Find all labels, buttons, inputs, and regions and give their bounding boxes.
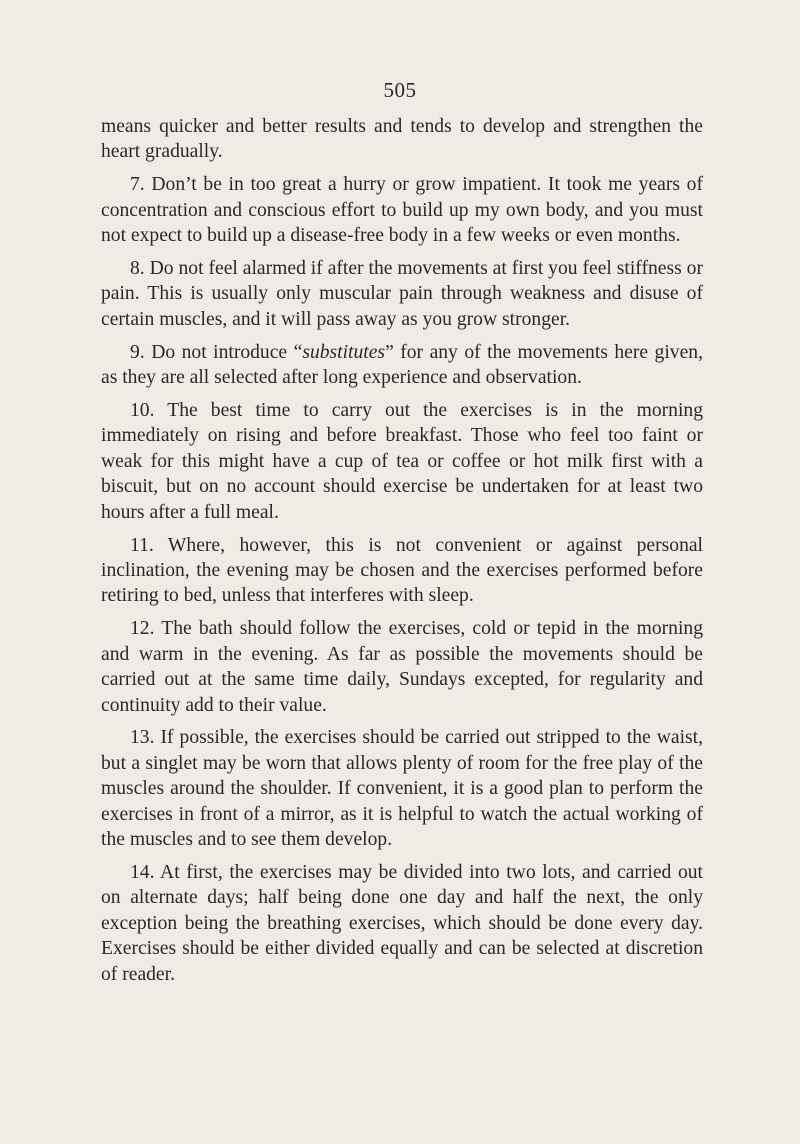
paragraph-number: 12. bbox=[130, 618, 155, 640]
paragraph-8 bbox=[101, 256, 703, 332]
paragraph-number: 8. bbox=[130, 258, 145, 280]
paragraph-12 bbox=[101, 616, 703, 718]
paragraph-11 bbox=[101, 533, 703, 609]
paragraph-text: If possible, the exercises should be carried out stripped to the waist, but a singlet may be worn that allows plenty of room for the free play of the muscles around the shoulder. If convenient, it is a good plan to perform the exercises in front of a mirror, as it is helpful to watch the actual working of the muscles and to see them develop. bbox=[101, 727, 703, 851]
paragraph-text-after: ” for any of the movements here given, as they are all selected after long experience and observation. bbox=[101, 341, 703, 389]
page-number: 505 bbox=[383, 78, 417, 102]
body-text bbox=[101, 114, 703, 995]
paragraph-text: The bath should follow the exercises, cold or tepid in the morning and warm in the evening. As far as possible the movements should be carried out at the same time daily, Sundays excepted, for regularity and continuity add to their value. bbox=[101, 618, 703, 716]
paragraph-number: 7. bbox=[130, 174, 145, 196]
paragraph-number: 10. bbox=[130, 400, 155, 422]
paragraph-text: At first, the exercises may be divided into two lots, and carried out on alternate days; half being done one day and half the next, the only exception being the breathing exercises, which should be done every day. Exercises should be either divided equally and can be selected at discretion of reader. bbox=[101, 861, 703, 985]
paragraph-14 bbox=[101, 860, 703, 987]
paragraph-text: Where, however, this is not convenient or against personal inclination, the evening may be chosen and the exercises performed before retiring to bed, unless that interferes with sleep. bbox=[101, 534, 704, 607]
paragraph-text: Do not feel alarmed if after the movements at first you feel stiffness or pain. This is usually only muscular pain through weakness and disuse of certain muscles, and it will pass away as you grow stronger. bbox=[101, 258, 703, 330]
paragraph-number: 11. bbox=[130, 534, 154, 556]
paragraph-9 bbox=[101, 340, 703, 391]
paragraph-text: The best time to carry out the exercises is in the morning immediately on rising and before breakfast. Those who feel too faint or weak for this might have a cup of tea or coffee or hot milk first with a biscuit, but on no account should exercise be undertaken for at least two hours after a full meal. bbox=[101, 400, 704, 523]
paragraph-number: 9. bbox=[130, 341, 145, 363]
paragraph-10 bbox=[101, 398, 703, 525]
paragraph-number: 14. bbox=[130, 861, 155, 883]
paragraph-continuation bbox=[101, 114, 703, 165]
paragraph-text-before: Do not introduce “ bbox=[151, 341, 303, 363]
paragraph-text: means quicker and better results and tends to develop and strengthen the heart gradually. bbox=[101, 116, 703, 163]
paragraph-number: 13. bbox=[130, 727, 155, 749]
paragraph-13 bbox=[101, 725, 703, 852]
paragraph-text: Don’t be in too great a hurry or grow impatient. It took me years of concentration and conscious effort to build up my own body, and you must not expect to build up a disease-free body in a few weeks or even months. bbox=[101, 174, 703, 247]
paragraph-7 bbox=[101, 172, 703, 248]
paragraph-text-italic: substitutes bbox=[302, 341, 386, 363]
